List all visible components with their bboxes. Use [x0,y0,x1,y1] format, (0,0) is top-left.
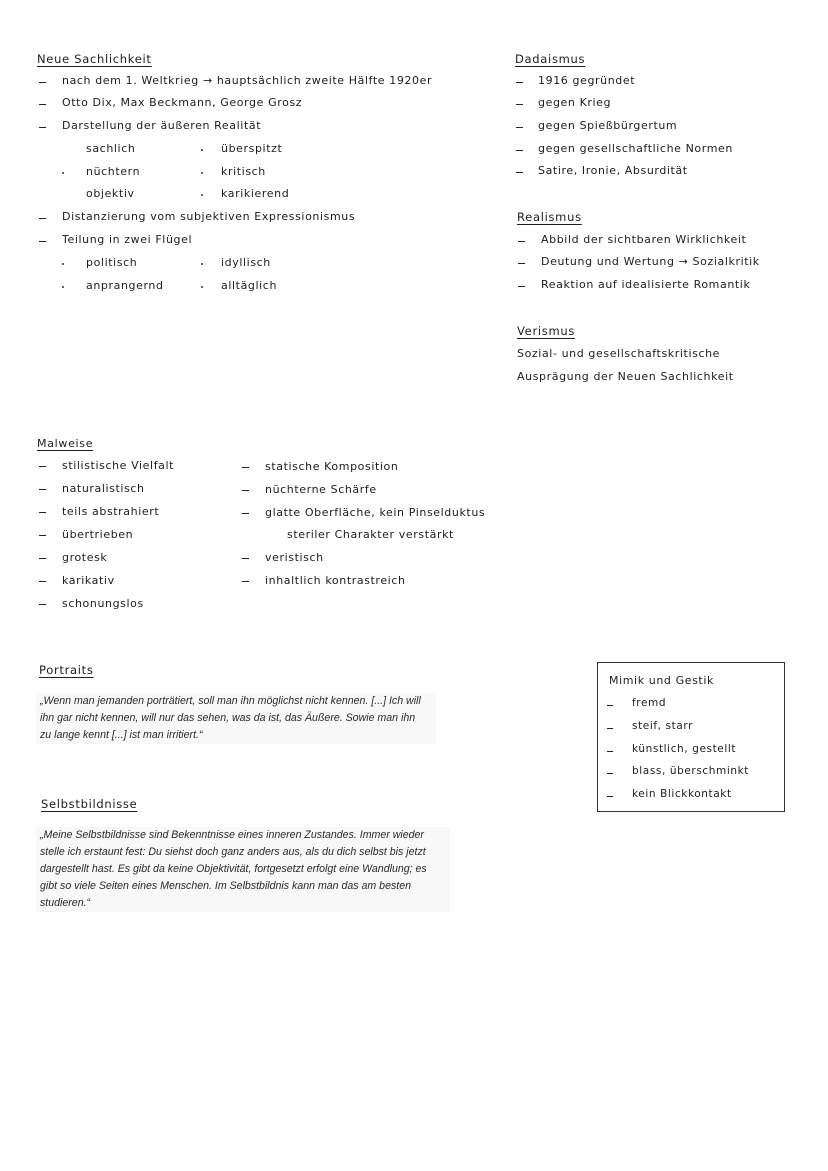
quote-line: gibt so viele Seiten eines Menschen. Im Selbstbildnis kann man das am besten [40,880,411,892]
dash-marker [607,796,613,797]
dash-marker [242,467,249,468]
dash-marker [242,581,249,582]
list-item: glatte Oberfläche, kein Pinselduktus [265,506,486,519]
dash-marker [516,104,523,105]
list-item: gegen Krieg [538,96,612,109]
dash-marker [39,535,46,536]
dash-marker [516,172,523,173]
dash-marker [39,82,46,83]
text-line: Sozial- und gesellschaftskritische [517,347,721,360]
bullet-dot [201,194,203,196]
realismus-heading: Realismus [517,210,582,224]
dash-marker [516,127,523,128]
list-item: übertrieben [62,528,134,541]
bullet-dot [201,149,203,151]
sub-item: überspitzt [221,142,283,155]
list-item: grotesk [62,551,108,564]
list-item: naturalistisch [62,482,145,495]
list-item: karikativ [62,574,115,587]
dash-marker [518,263,525,264]
mimik-gestik-box [597,662,785,812]
dash-marker [607,728,613,729]
verismus-heading: Verismus [517,324,576,338]
list-item: Abbild der sichtbaren Wirklichkeit [541,233,747,246]
list-item: gegen Spießbürgertum [538,119,678,132]
list-item: kein Blickkontakt [632,788,732,800]
bullet-dot [201,172,203,174]
dash-marker [39,604,46,605]
neue-sachlichkeit-heading: Neue Sachlichkeit [37,52,152,66]
sub-item: politisch [86,256,138,269]
dash-marker [242,513,249,514]
sub-item: alltäglich [221,279,278,292]
malweise-heading: Malweise [37,437,94,450]
selbstbildnisse-quote [36,827,450,912]
dash-marker [518,241,525,242]
bullet-dot [62,172,64,174]
list-item-continuation: steriler Charakter verstärkt [287,528,454,541]
dash-marker [39,558,46,559]
dash-marker [607,751,613,752]
dash-marker [39,218,46,219]
quote-line: „Wenn man jemanden porträtiert, soll man ihn möglichst nicht kennen. [...] Ich will [40,695,421,707]
dash-marker [242,490,249,491]
bullet-dot [62,263,64,265]
sub-item: objektiv [86,187,135,200]
list-item: blass, überschminkt [632,765,750,777]
dash-marker [607,773,613,774]
quote-line: zu lange kennt [...] ist man irritiert.“ [40,729,203,741]
dadaismus-heading: Dadaismus [515,52,586,66]
list-item: Otto Dix, Max Beckmann, George Grosz [62,96,303,109]
quote-line: stelle ich erstaunt fest: Du siehst doch ganz anders aus, als du dich selbst bis jetzt [40,846,426,858]
dash-marker [39,489,46,490]
list-item: 1916 gegründet [538,74,636,87]
list-item: gegen gesellschaftliche Normen [538,142,733,155]
quote-line: dargestellt hast. Es gibt da keine Objektivität, fortgesetzt erfolgt eine Wandlung; es [40,863,427,875]
dash-marker [516,150,523,151]
portraits-heading: Portraits [39,663,94,677]
list-item: inhaltlich kontrastreich [265,574,406,587]
bullet-dot [201,286,203,288]
list-item: steif, starr [632,720,694,732]
list-item: statische Komposition [265,460,399,473]
sub-item: kritisch [221,165,266,178]
dash-marker [518,286,525,287]
list-item: künstlich, gestellt [632,743,737,755]
quote-line: ihn gar nicht kennen, will nur das sehen, was da ist, das Äußere. Sowie man ihn [40,712,416,724]
dash-marker [242,558,249,559]
list-item: Satire, Ironie, Absurdität [538,164,688,177]
dash-marker [39,104,46,105]
sub-item: anprangernd [86,279,164,292]
sub-item: nüchtern [86,165,141,178]
list-item: stilistische Vielfalt [62,459,175,472]
list-item: veristisch [265,551,324,564]
mimik-gestik-heading: Mimik und Gestik [609,674,714,687]
list-item: schonungslos [62,597,144,610]
bullet-dot [62,286,64,288]
dash-marker [607,705,613,706]
dash-marker [39,581,46,582]
list-item: teils abstrahiert [62,505,160,518]
dash-marker [516,82,523,83]
dash-marker [39,241,46,242]
dash-marker [39,512,46,513]
sub-item: idyllisch [221,256,271,269]
list-item: Teilung in zwei Flügel [62,233,193,246]
selbstbildnisse-heading: Selbstbildnisse [41,797,138,811]
list-item: Distanzierung vom subjektiven Expressionismus [62,210,356,223]
list-item: Deutung und Wertung → Sozialkritik [541,255,760,268]
list-item: fremd [632,697,667,709]
list-item: Reaktion auf idealisierte Romantik [541,278,751,291]
quote-line: studieren.“ [40,897,91,909]
list-item: Darstellung der äußeren Realität [62,119,262,132]
sub-item: karikierend [221,187,290,200]
list-item: nach dem 1. Weltkrieg → hauptsächlich zweite Hälfte 1920er [62,74,433,87]
text-line: Ausprägung der Neuen Sachlichkeit [517,370,734,383]
portraits-quote [36,693,436,744]
list-item: nüchterne Schärfe [265,483,377,496]
sub-item: sachlich [86,142,136,155]
bullet-dot [201,263,203,265]
dash-marker [39,466,46,467]
dash-marker [39,127,46,128]
quote-line: „Meine Selbstbildnisse sind Bekenntnisse eines inneren Zustandes. Immer wieder [40,829,424,841]
